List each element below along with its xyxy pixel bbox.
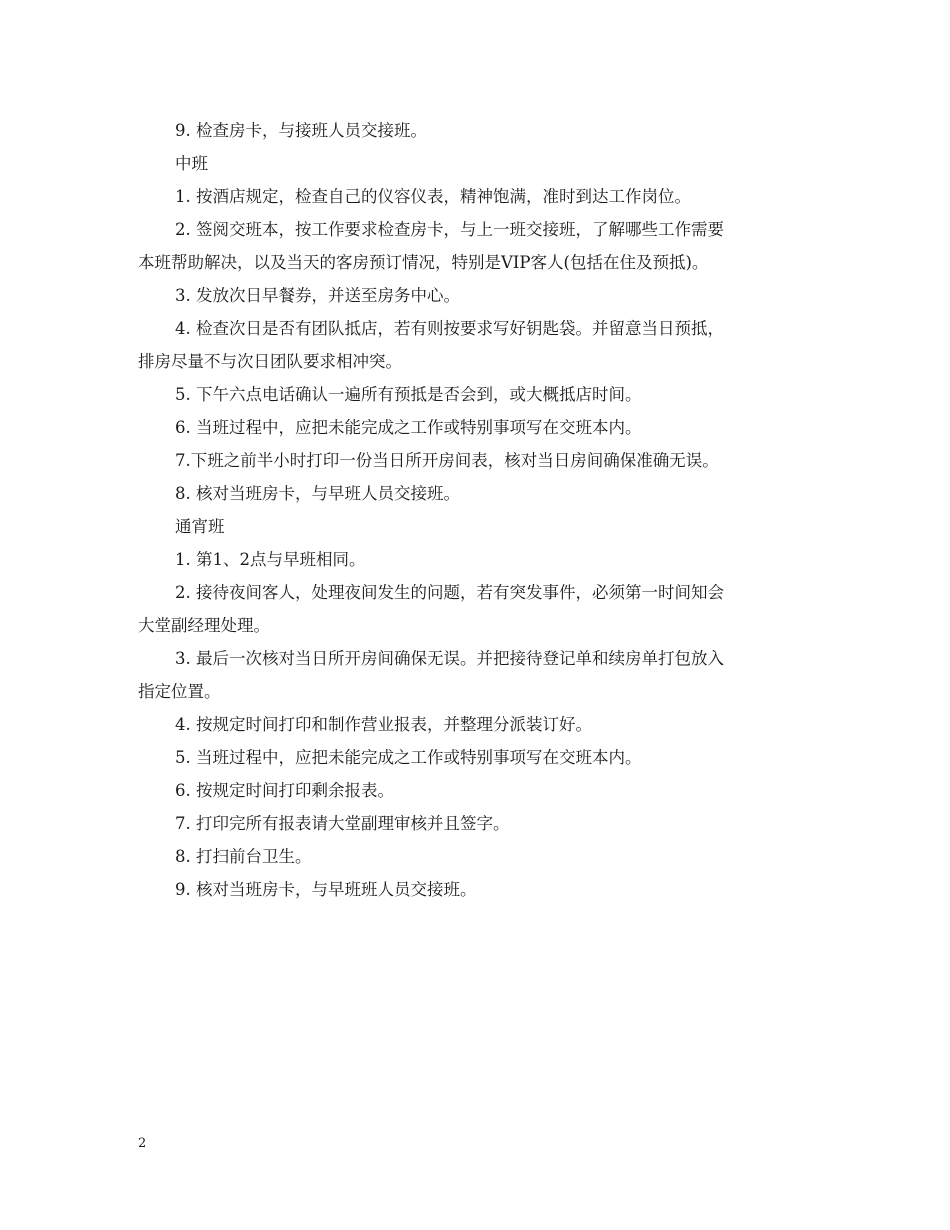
text-line: 9. 核对当班房卡，与早班班人员交接班。 [175,880,477,899]
text-line: 1. 按酒店规定，检查自己的仪容仪表，精神饱满，准时到达工作岗位。 [175,187,691,206]
text-line: 3. 发放次日早餐券，并送至房务中心。 [175,286,460,305]
text-line: 4. 按规定时间打印和制作营业报表，并整理分派装订好。 [175,715,592,734]
text-line: 中班 [175,154,208,173]
text-line: 通宵班 [175,517,225,536]
text-line: 5. 下午六点电话确认一遍所有预抵是否会到，或大概抵店时间。 [175,385,642,404]
text-line: 6. 按规定时间打印剩余报表。 [175,781,394,800]
text-line: 3. 最后一次核对当日所开房间确保无误。并把接待登记单和续房单打包放入 [175,649,724,668]
text-line: 2. 接待夜间客人，处理夜间发生的问题，若有突发事件，必须第一时间知会 [175,583,724,602]
page-number: 2 [138,1136,147,1151]
text-line: 2. 签阅交班本，按工作要求检查房卡，与上一班交接班，了解哪些工作需要 [175,220,724,239]
document-body [138,114,814,906]
text-line: 1. 第1、2点与早班相同。 [175,550,366,569]
text-line: 7. 打印完所有报表请大堂副理审核并且签字。 [175,814,510,833]
text-line: 7.下班之前半小时打印一份当日所开房间表，核对当日房间确保准确无误。 [175,451,719,470]
text-line: 指定位置。 [138,682,221,701]
text-line: 8. 打扫前台卫生。 [175,847,312,866]
text-line: 5. 当班过程中，应把未能完成之工作或特别事项写在交班本内。 [175,748,642,767]
text-line: 9. 检查房卡，与接班人员交接班。 [175,121,427,140]
text-line: 8. 核对当班房卡，与早班人员交接班。 [175,484,460,503]
text-line: 4. 检查次日是否有团队抵店，若有则按要求写好钥匙袋。并留意当日预抵， [175,319,724,338]
text-line: 6. 当班过程中，应把未能完成之工作或特别事项写在交班本内。 [175,418,642,437]
text-line: 本班帮助解决，以及当天的客房预订情况，特别是VIP客人(包括在住及预抵)。 [138,253,709,272]
text-line: 排房尽量不与次日团队要求相冲突。 [138,352,402,371]
text-line: 大堂副经理处理。 [138,616,270,635]
